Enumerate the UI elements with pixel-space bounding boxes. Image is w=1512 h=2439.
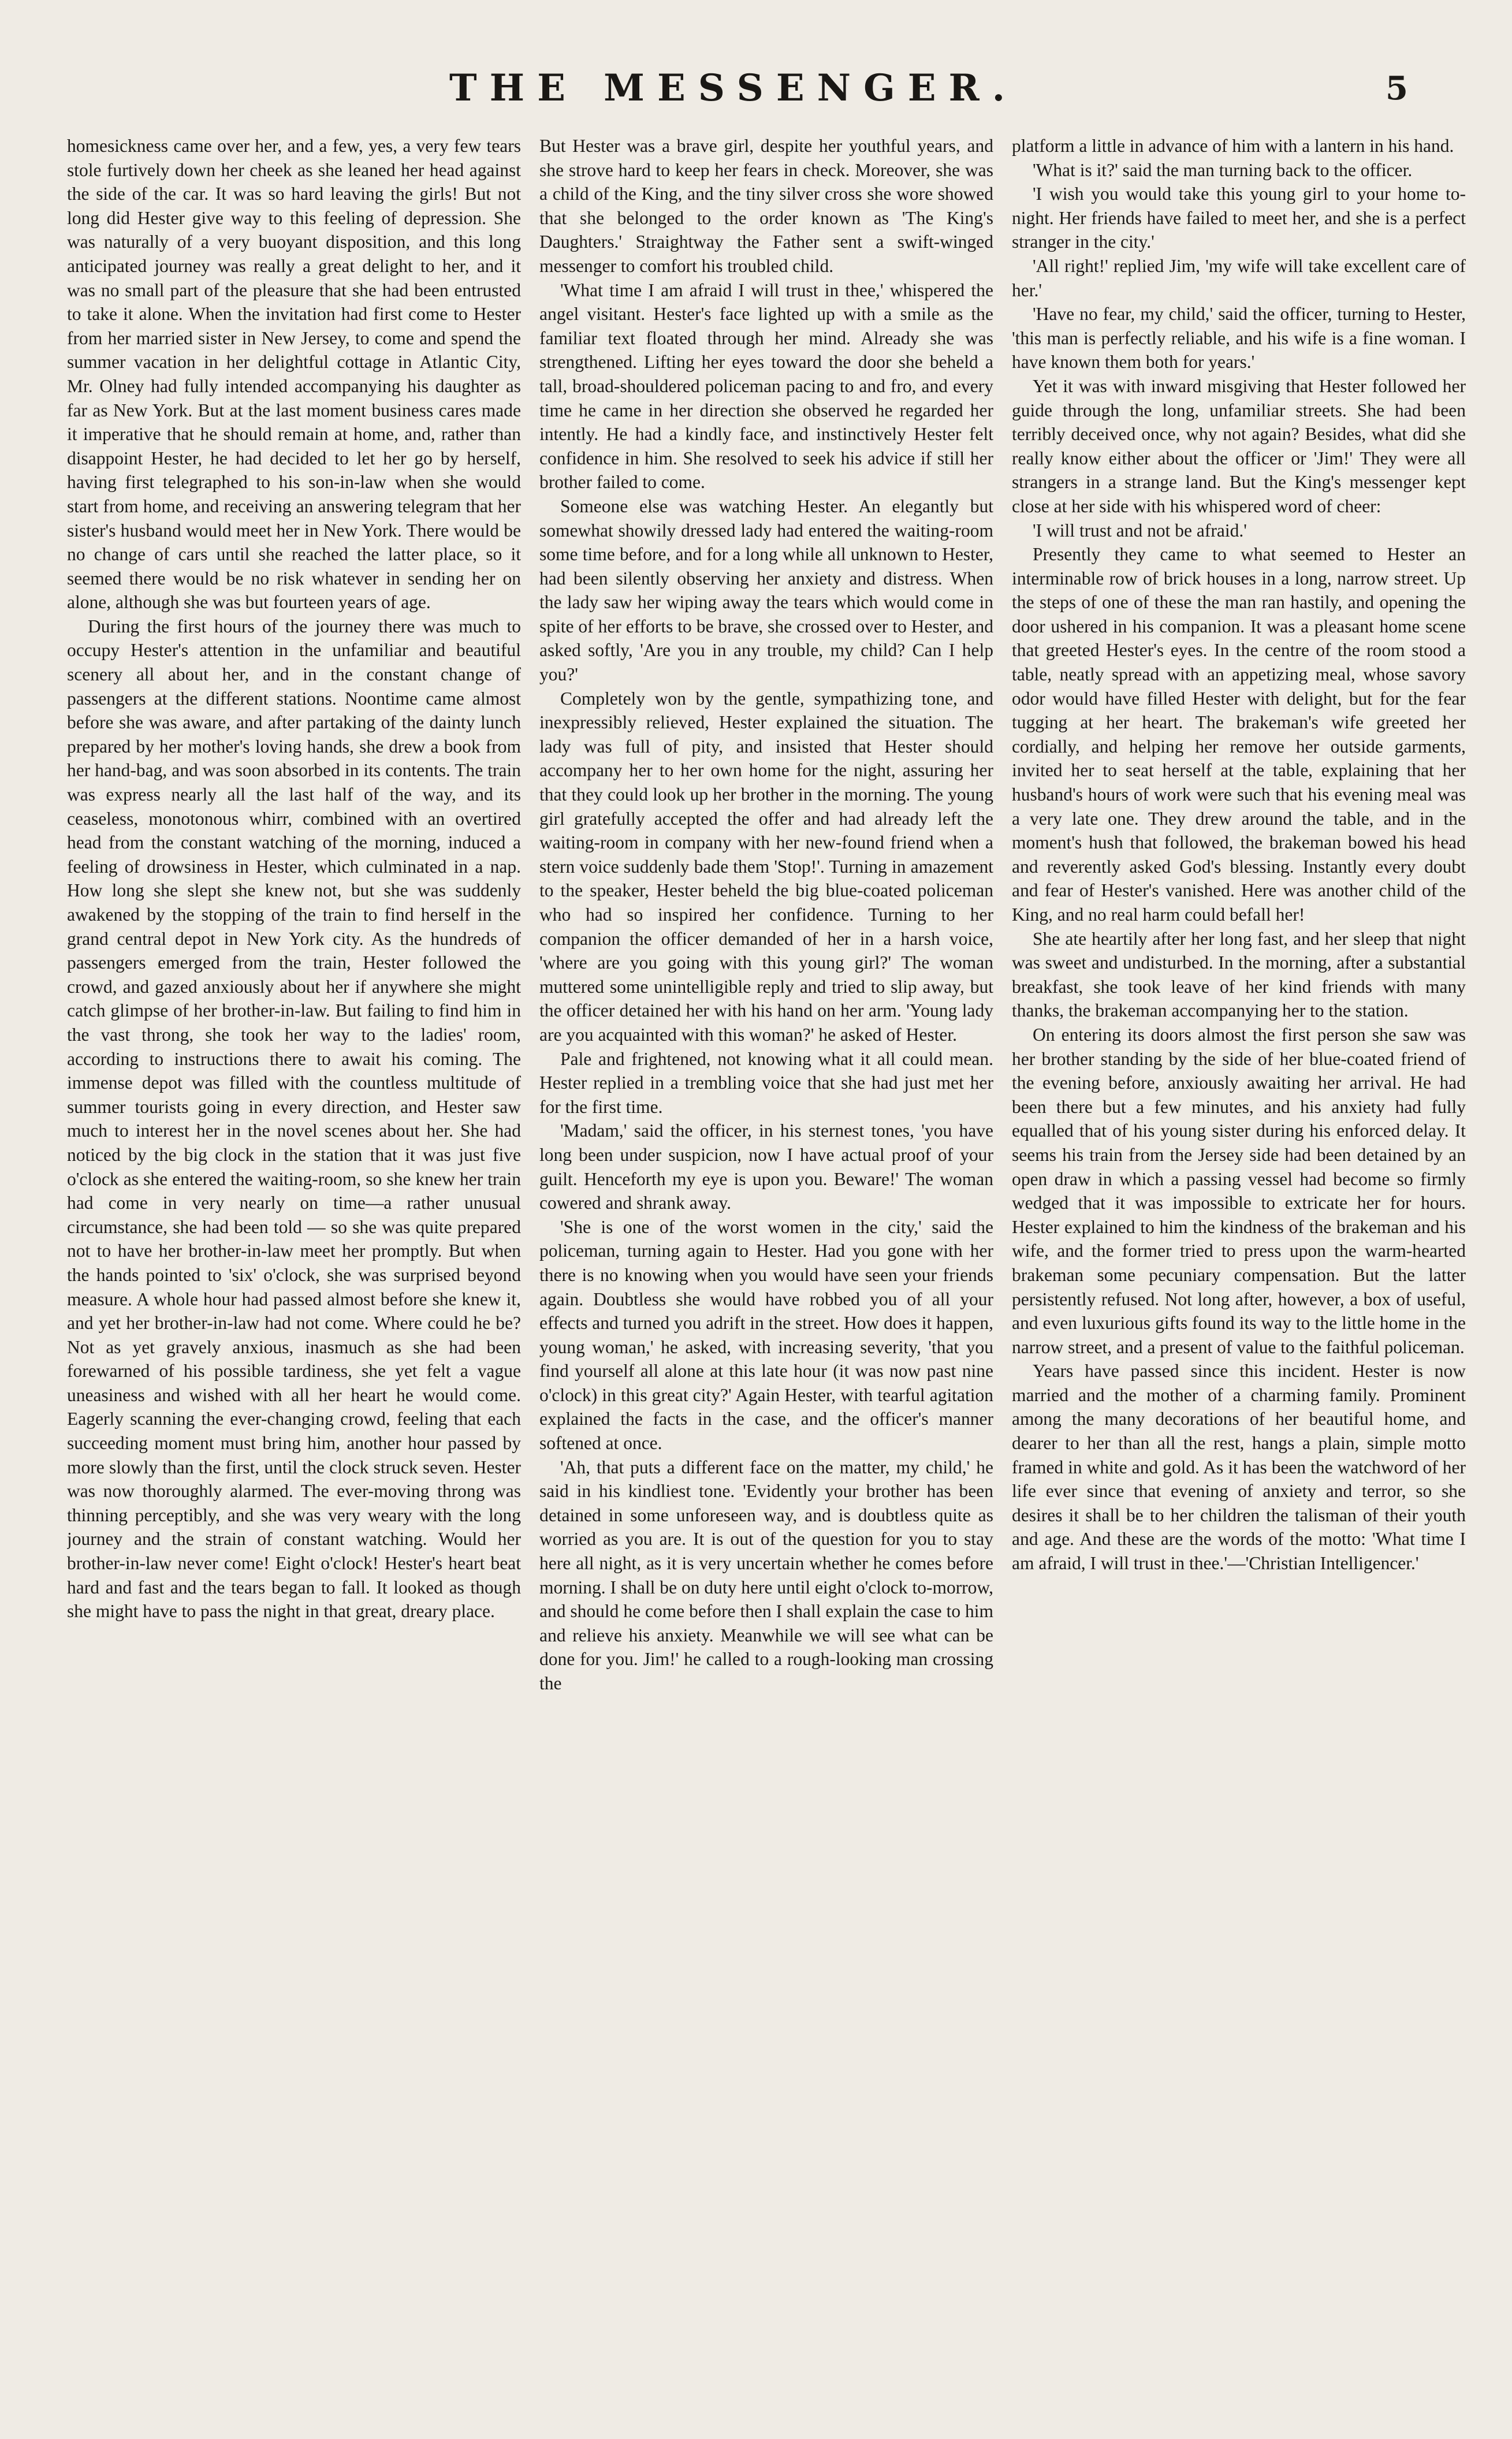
paragraph: During the first hours of the journey there was much to occupy Hester's attention in the unfamiliar and beautiful scenery all about her, and in the constant change of passengers at the different stations. Noontime came almost before she was aware, and after partaking of the dainty lunch prepared by her mother's loving hands, she drew a book from her hand-bag, and was soon absorbed in its contents. The train was express nearly all the last half of the way, and its ceaseless, monotonous whirr, combined with an overtired head from the constant watching of the morning, induced a feeling of drowsiness in Hester, which culminated in a nap. How long she slept she knew not, but she was suddenly awakened by the stopping of the train to find herself in the grand central depot in New York city. As the hundreds of passengers emerged from the train, Hester followed the crowd, and gazed anxiously about her if anywhere she might catch glimpse of her brother-in-law. But failing to find him in the vast throng, she took her way to the ladies' room, according to instructions there to await his coming. The immense depot was filled with the countless multitude of summer tourists going in every direction, and Hester saw much to interest her in the novel scenes about her. She had noticed by the big clock in the station that it was just five o'clock as she entered the waiting-room, so she knew her train had come in very nearly on time—a rather unusual circumstance, she had been told — so she was quite prepared not to have her brother-in-law meet her promptly. But when the hands pointed to 'six' o'clock, she was surprised beyond measure. A whole hour had passed almost before she knew it, and yet her brother-in-law had not come. Where could he be? Not as yet gravely anxious, inasmuch as she had been forewarned of his possible tardiness, she yet felt a vague uneasiness and wished with all her heart he would come. Eagerly scanning the ever-changing crowd, feeling that each succeeding moment must bring him, another hour passed by more slowly than the first, until the clock struck seven. Hester was now thoroughly alarmed. The ever-moving throng was thinning perceptibly, and she was very weary with the long journey and the strain of constant watching. Would her brother-in-law never come! Eight o'clock! Hester's heart beat hard and fast and the tears began to fall. It looked as though she might have to pass the night in that great, dreary place. [67, 616, 521, 1622]
page-number: 5 [1386, 69, 1408, 107]
paragraph: Presently they came to what seemed to Hester an interminable row of brick houses in a long, narrow street. Up the steps of one of these the man ran hastily, and opening the door ushered in his companion. It was a pleasant home scene that greeted Hester's eyes. In the centre of the room stood a table, neatly spread with an appetizing meal, whose savory odor would have filled Hester with delight, but for the fear tugging at her heart. The brakeman's wife greeted her cordially, and helping her remove her outside garments, invited her to seat herself at the table, explaining that her husband's hours of work were such that his evening meal was a very late one. They drew around the table, and in the moment's hush that followed, the brakeman bowed his head and reverently asked God's blessing. Instantly every doubt and fear of Hester's vanished. Here was another child of the King, and no real harm could befall her! [1012, 544, 1466, 925]
paragraph: Someone else was watching Hester. An elegantly but somewhat showily dressed lady had entered the waiting-room some time before, and for a long while all unknown to Hester, had been silently observing her anxiety and distress. When the lady saw her wiping away the tears which would come in spite of her efforts to be brave, she crossed over to Hester, and asked softly, 'Are you in any trouble, my child? Can I help you?' [539, 496, 993, 685]
paragraph: 'I wish you would take this young girl to your home to-night. Her friends have failed to meet her, and she is a perfect stranger in the city.' [1012, 184, 1466, 252]
paragraph: 'Have no fear, my child,' said the officer, turning to Hester, 'this man is perfectly reliable, and his wife is a fine woman. I have known them both for years.' [1012, 304, 1466, 373]
column-1 [67, 134, 521, 2421]
paragraph: Years have passed since this incident. Hester is now married and the mother of a charming family. Prominent among the many decorations of her beautiful home, and dearer to her than all the rest, hangs a plain, simple motto framed in white and gold. As it has been the watchword of her life ever since that evening of anxiety and terror, so she desires it shall be to her children the talisman of their youth and age. And these are the words of the motto: 'What time I am afraid, I will trust in thee.'—'Christian Intelligencer.' [1012, 1361, 1466, 1574]
paragraph: Yet it was with inward misgiving that Hester followed her guide through the long, unfamiliar streets. She had been terribly deceived once, why not again? Besides, what did she really know either about the officer or 'Jim!' They were all strangers in a strange land. But the King's messenger kept close at her side with his whispered word of cheer: [1012, 375, 1466, 516]
paragraph: But Hester was a brave girl, despite her youthful years, and she strove hard to keep her fears in check. Moreover, she was a child of the King, and the tiny silver cross she wore showed that she belonged to the order known as 'The King's Daughters.' Straightway the Father sent a swift-winged messenger to comfort his troubled child. [539, 136, 993, 276]
paragraph: Completely won by the gentle, sympathizing tone, and inexpressibly relieved, Hester explained the situation. The lady was full of pity, and insisted that Hester should accompany her to her own home for the night, assuring her that they could look up her brother in the morning. The young girl gratefully accepted the offer and had already left the waiting-room in company with her new-found friend when a stern voice suddenly bade them 'Stop!'. Turning in amazement to the speaker, Hester beheld the big blue-coated policeman who had so inspired her confidence. Turning to her companion the officer demanded of her in a harsh voice, 'where are you going with this young girl?' The woman muttered some unintelligible reply and tried to slip away, but the officer detained her with his hand on her arm. 'Young lady are you acquainted with this woman?' he asked of Hester. [539, 688, 993, 1045]
paragraph: 'I will trust and not be afraid.' [1033, 520, 1247, 541]
paragraph: homesickness came over her, and a few, yes, a very few tears stole furtively down her cheek as she leaned her head against the side of the car. It was so hard leaving the girls! But not long did Hester give way to this feeling of depression. She was naturally of a very buoyant disposition, and this long anticipated journey was really a great delight to her, and it was no small part of the pleasure that she had been entrusted to take it alone. When the invitation had first come to Hester from her married sister in New Jersey, to come and spend the summer vacation in her delightful cottage in Atlantic City, Mr. Olney had fully intended accompanying his daughter as far as New York. But at the last moment business cares made it imperative that he should remain at home, and, rather than disappoint Hester, he had decided to let her go by herself, having first telegraphed to his son-in-law when she would start from home, and receiving an answering telegram that her sister's husband would meet her in New York. There would be no change of cars until she reached the latter place, so it seemed there would be no risk whatever in sending her on alone, although she was but fourteen years of age. [67, 136, 521, 613]
publication-title: THE MESSENGER. [449, 66, 1018, 110]
masthead [0, 68, 1512, 109]
paragraph: platform a little in advance of him with a lantern in his hand. [1012, 136, 1454, 156]
paragraph: Pale and frightened, not knowing what it all could mean. Hester replied in a trembling voice that she had just met her for the first time. [539, 1048, 993, 1117]
paragraph: 'What time I am afraid I will trust in thee,' whispered the angel visitant. Hester's face lighted up with a smile as the familiar text floated through her mind. Already she was strengthened. Lifting her eyes toward the door she beheld a tall, broad-shouldered policeman pacing to and fro, and every time he came in her direction she observed he regarded her intently. He had a kindly face, and instinctively Hester felt confidence in him. She resolved to seek his advice if still her brother failed to come. [539, 280, 993, 493]
paragraph: 'All right!' replied Jim, 'my wife will take excellent care of her.' [1012, 255, 1466, 300]
column-2 [539, 134, 993, 2421]
paragraph: On entering its doors almost the first person she saw was her brother standing by the side of her blue-coated friend of the evening before, anxiously awaiting her arrival. He had been there but a few minutes, and his anxiety had fully equalled that of his young sister during his enforced delay. It seems his train from the Jersey side had been detained by an open draw in which a passing vessel had become so firmly wedged that it was impossible to extricate her for hours. Hester explained to him the kindness of the brakeman and his wife, and the former tried to press upon the warm-hearted brakeman some pecuniary compensation. But the latter persistently refused. Not long after, however, a box of useful, and even luxurious gifts found its way to the little home in the narrow street, and a present of value to the faithful policeman. [1012, 1024, 1466, 1357]
column-3 [1012, 134, 1466, 2421]
paragraph: 'Madam,' said the officer, in his sternest tones, 'you have long been under suspicion, now I have actual proof of your guilt. Henceforth my eye is upon you. Beware!' The woman cowered and shrank away. [539, 1120, 993, 1213]
paragraph: 'Ah, that puts a different face on the matter, my child,' he said in his kindliest tone. 'Evidently your brother has been detained in some unforeseen way, and is doubtless quite as worried as you are. It is out of the question for you to stay here all night, as it is very uncertain whether he comes before morning. I shall be on duty here until eight o'clock to-morrow, and should he come before then I shall explain the case to him and relieve his anxiety. Meanwhile we will see what can be done for you. Jim!' he called to a rough-looking man crossing the [539, 1457, 993, 1693]
paragraph: She ate heartily after her long fast, and her sleep that night was sweet and undisturbed. In the morning, after a substantial breakfast, she took leave of her kind friends with many thanks, the brakeman accompanying her to the station. [1012, 928, 1466, 1021]
paragraph: 'What is it?' said the man turning back to the officer. [1033, 159, 1413, 180]
paragraph: 'She is one of the worst women in the city,' said the policeman, turning again to Hester. Had you gone with her there is no knowing when you would have seen your friends again. Doubtless she would have robbed you of all your effects and turned you adrift in the street. How does it happen, young woman,' he asked, with increasing severity, 'that you find yourself all alone at this late hour (it was now past nine o'clock) in this great city?' Again Hester, with tearful agitation explained the facts in the case, and the officer's manner softened at once. [539, 1216, 993, 1454]
